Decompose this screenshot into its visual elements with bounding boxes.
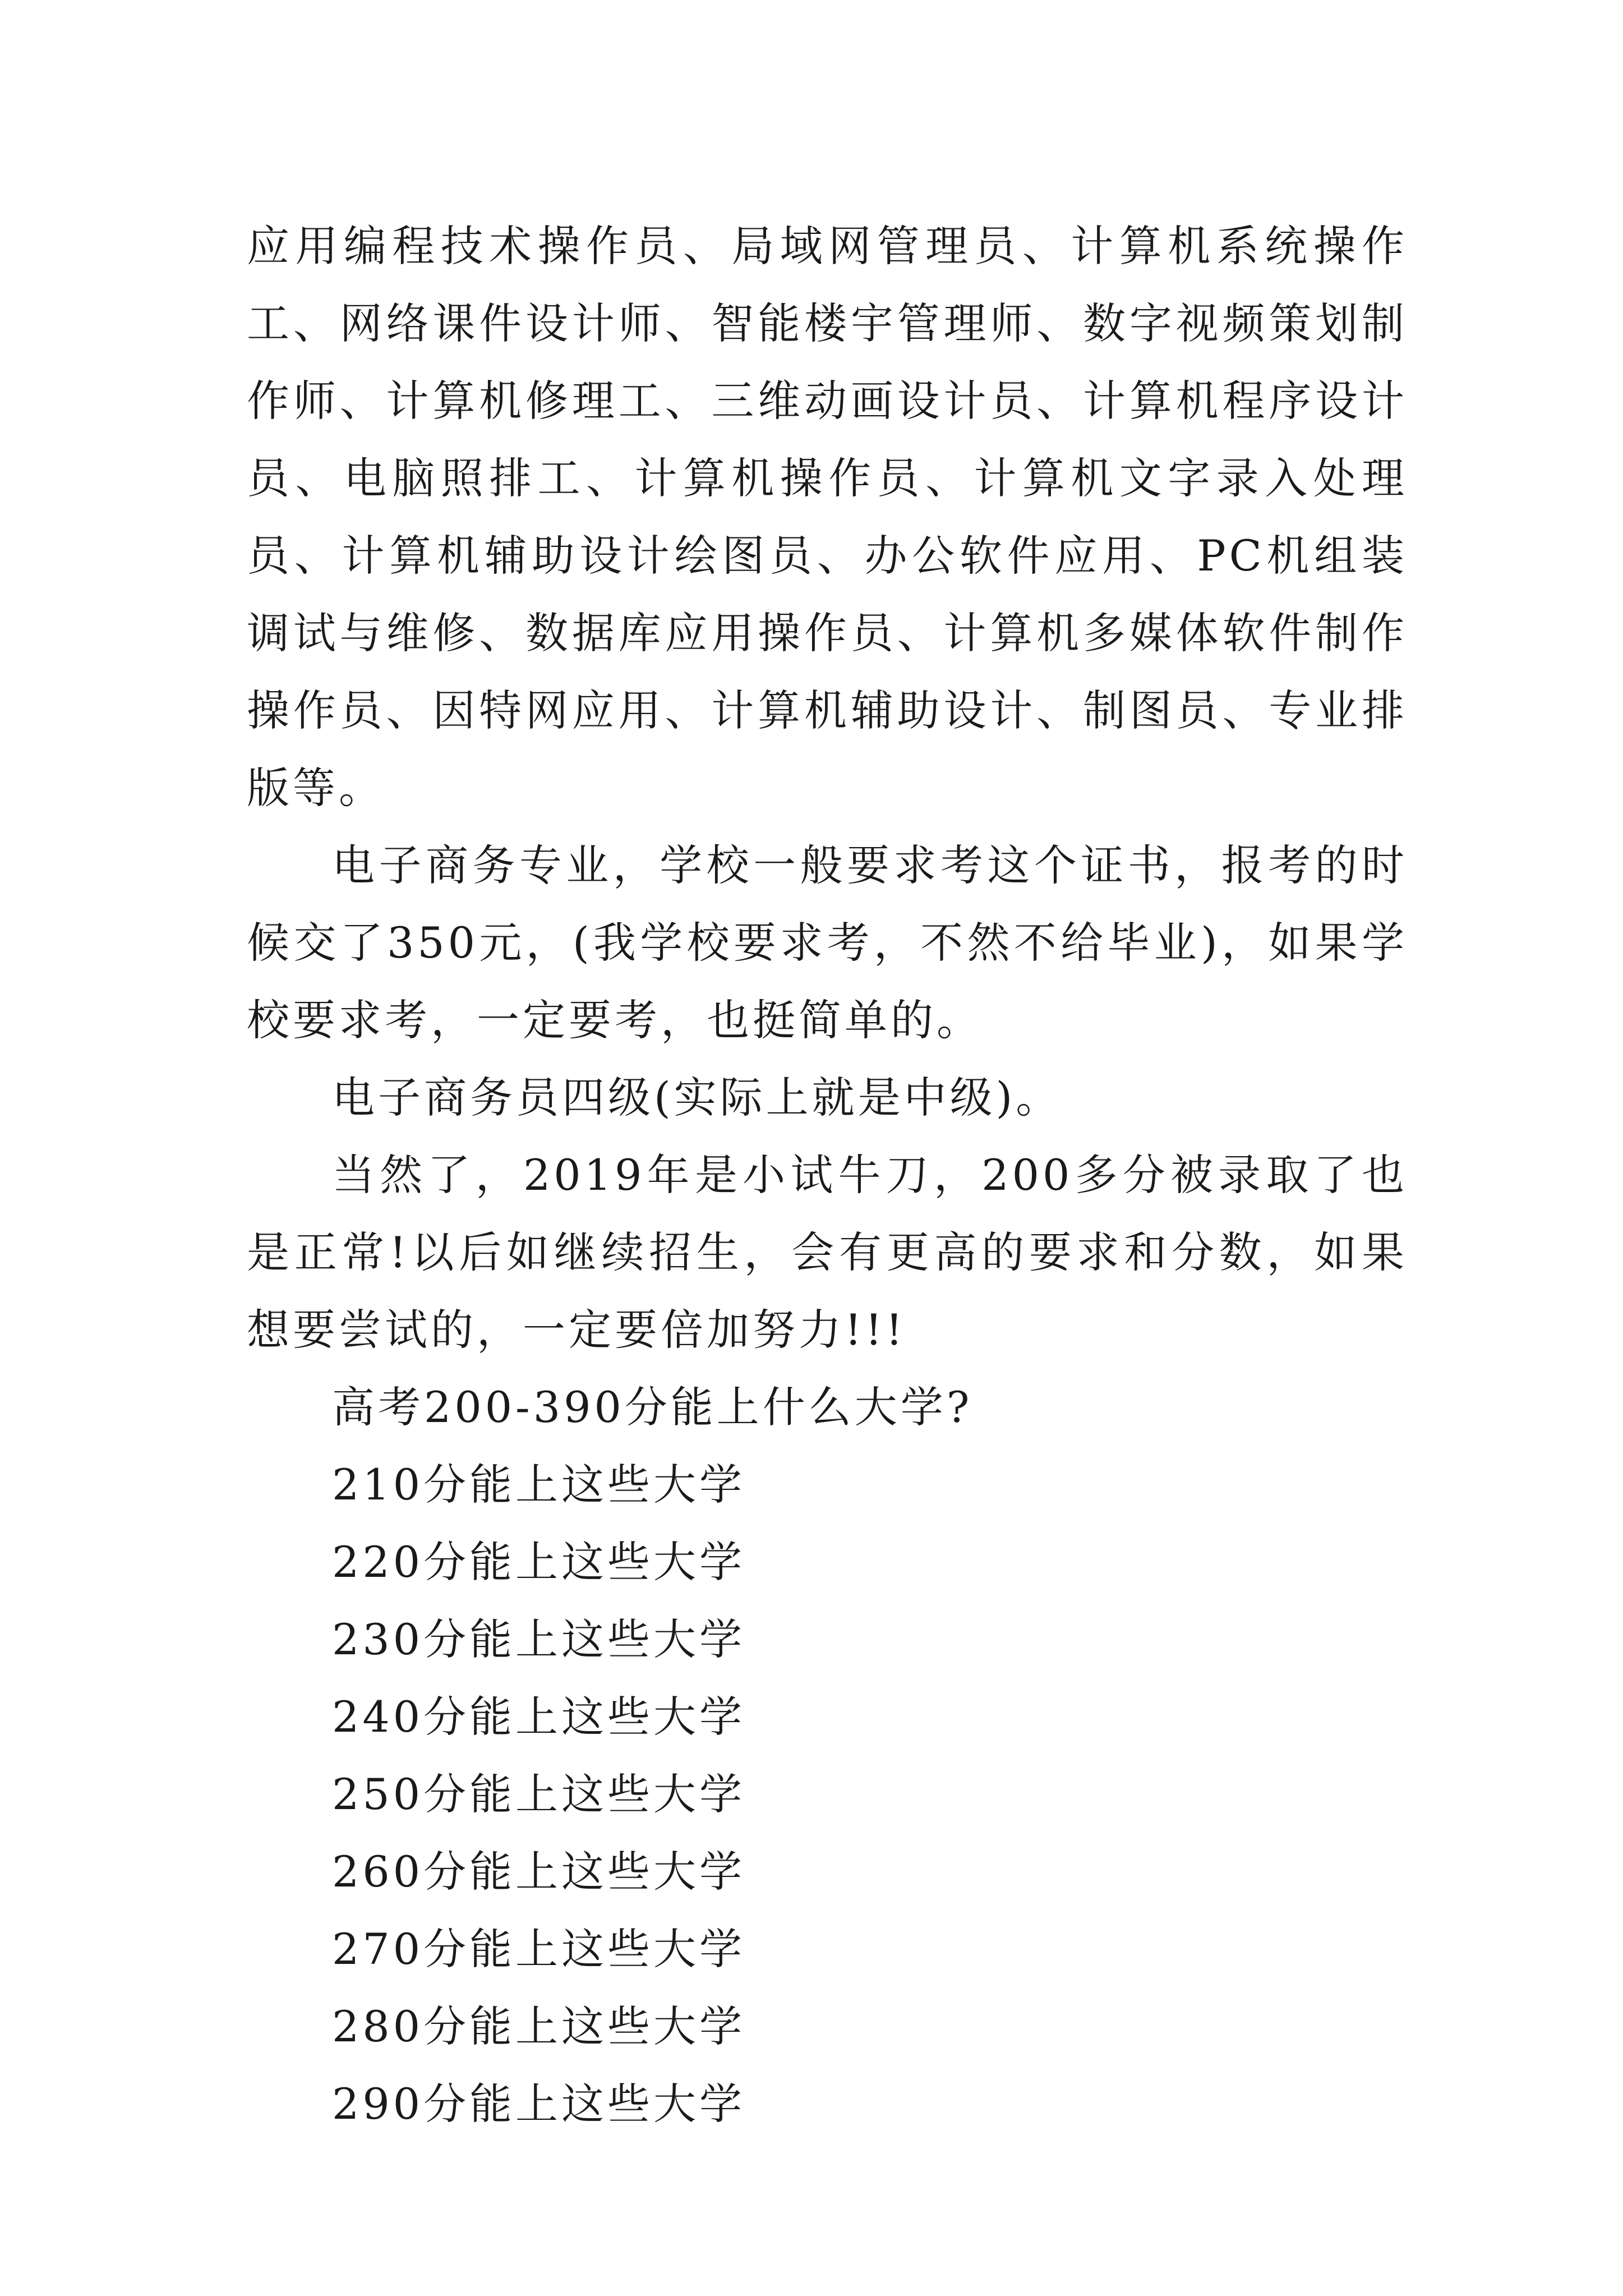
document-body (247, 208, 1408, 2143)
score-line-250: 250分能上这些大学 (332, 1769, 746, 1819)
paragraph-job-titles: 应用编程技术操作员、局域网管理员、计算机系统操作工、网络课件设计师、智能楼宇管理师、数字视频策划制作师、计算机修理工、三维动画设计员、计算机程序设计员、电脑照排工、计算机操作员、计算机文字录入处理员、计算机辅助设计绘图员、办公软件应用、PC机组装调试与维修、数据库应用操作员、计算机多媒体软件制作操作员、因特网应用、计算机辅助设计、制图员、专业排版等。 (247, 221, 1408, 813)
score-line-230: 230分能上这些大学 (332, 1614, 746, 1664)
score-line-290: 290分能上这些大学 (332, 2079, 746, 2129)
score-line-270: 270分能上这些大学 (332, 1924, 746, 1974)
paragraph-ecommerce-level: 电子商务员四级(实际上就是中级)。 (332, 1073, 1062, 1122)
score-line-260: 260分能上这些大学 (332, 1847, 746, 1897)
score-line-280: 280分能上这些大学 (332, 2001, 746, 2051)
score-line-210: 210分能上这些大学 (332, 1460, 746, 1510)
paragraph-admission-note: 当然了，2019年是小试牛刀，200多分被录取了也是正常!以后如继续招生，会有更高的要求和分数，如果想要尝试的，一定要倍加努力!!! (247, 1150, 1408, 1355)
score-line-240: 240分能上这些大学 (332, 1692, 746, 1742)
paragraph-ecommerce-certificate: 电子商务专业，学校一般要求考这个证书，报考的时候交了350元，(我学校要求考，不然不给毕业)，如果学校要求考，一定要考，也挺简单的。 (247, 840, 1408, 1045)
paragraph-question-heading: 高考200-390分能上什么大学? (332, 1382, 973, 1432)
score-line-220: 220分能上这些大学 (332, 1537, 746, 1587)
